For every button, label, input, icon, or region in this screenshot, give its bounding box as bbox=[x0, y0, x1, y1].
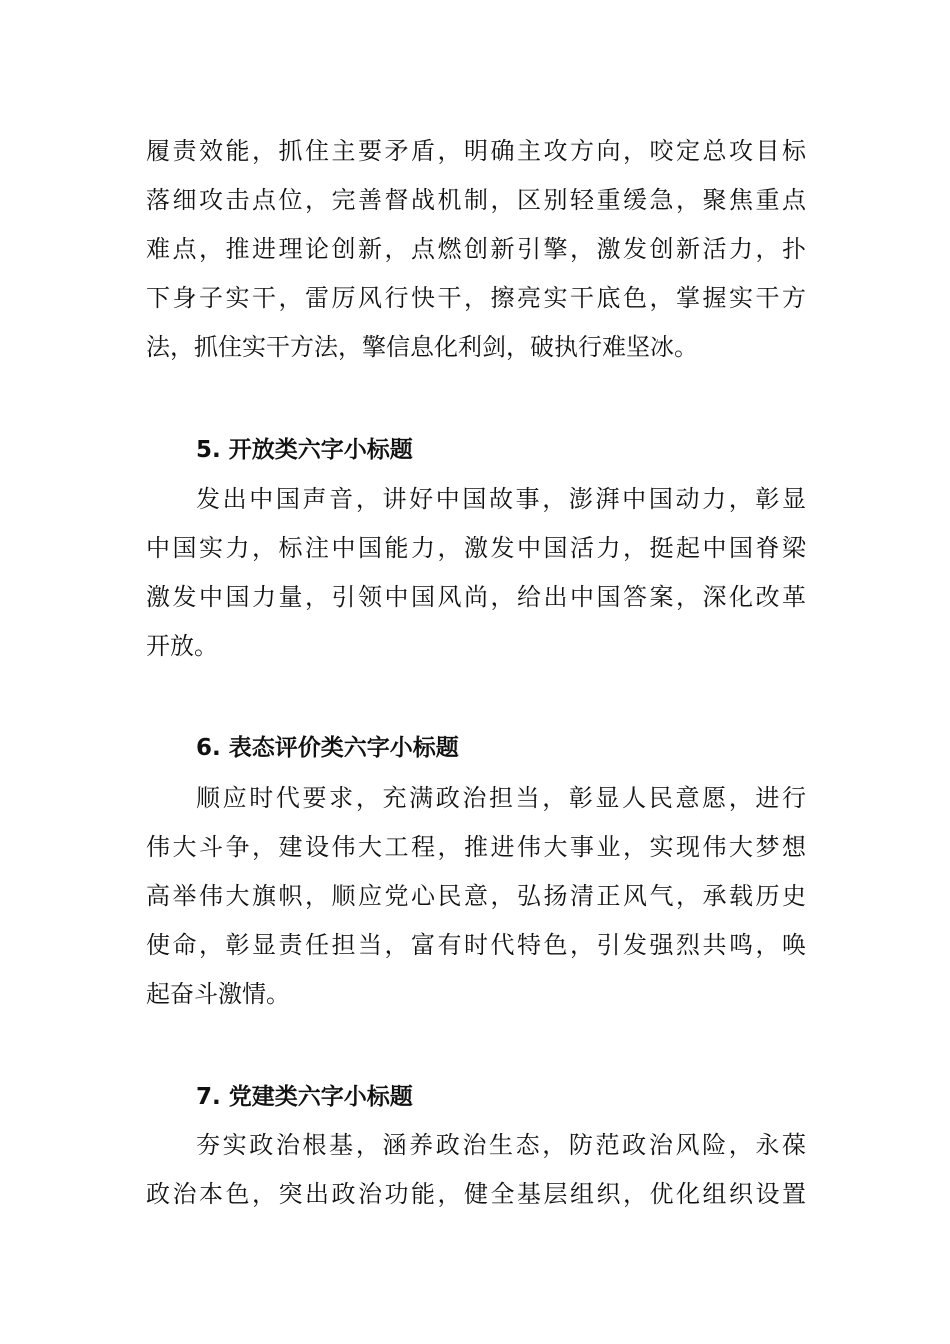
paragraph-line: 中国实力，标注中国能力，激发中国活力，挺起中国脊梁 bbox=[146, 534, 806, 562]
paragraph-line: 政治本色，突出政治功能，健全基层组织，优化组织设置 bbox=[146, 1180, 806, 1208]
paragraph-line: 起奋斗激情。 bbox=[146, 980, 290, 1008]
paragraph-line: 激发中国力量，引领中国风尚，给出中国答案，深化改革 bbox=[146, 583, 806, 611]
intro-paragraph bbox=[146, 127, 806, 372]
paragraph-line: 顺应时代要求，充满政治担当，彰显人民意愿，进行 bbox=[196, 784, 806, 812]
paragraph-line: 开放。 bbox=[146, 632, 218, 660]
paragraph-line: 履责效能，抓住主要矛盾，明确主攻方向，咬定总攻目标 bbox=[146, 137, 806, 165]
paragraph-line: 难点，推进理论创新，点燃创新引擎，激发创新活力，扑 bbox=[146, 235, 806, 263]
section-5-paragraph bbox=[146, 475, 806, 671]
section-6-paragraph bbox=[146, 774, 806, 1019]
paragraph-line: 落细攻击点位，完善督战机制，区别轻重缓急，聚焦重点 bbox=[146, 186, 806, 214]
section-heading-6: 6. 表态评价类六字小标题 bbox=[196, 735, 459, 761]
paragraph-line: 伟大斗争，建设伟大工程，推进伟大事业，实现伟大梦想 bbox=[146, 833, 806, 861]
section-heading-7: 7. 党建类六字小标题 bbox=[196, 1084, 413, 1110]
paragraph-line: 夯实政治根基，涵养政治生态，防范政治风险，永葆 bbox=[196, 1131, 806, 1159]
paragraph-line: 高举伟大旗帜，顺应党心民意，弘扬清正风气，承载历史 bbox=[146, 882, 806, 910]
section-7-paragraph bbox=[146, 1121, 806, 1219]
paragraph-line: 使命，彰显责任担当，富有时代特色，引发强烈共鸣，唤 bbox=[146, 931, 806, 959]
paragraph-line: 法，抓住实干方法，擎信息化利剑，破执行难坚冰。 bbox=[146, 333, 698, 361]
section-heading-5: 5. 开放类六字小标题 bbox=[196, 437, 413, 463]
paragraph-line: 发出中国声音，讲好中国故事，澎湃中国动力，彰显 bbox=[196, 485, 806, 513]
paragraph-line: 下身子实干，雷厉风行快干，擦亮实干底色，掌握实干方 bbox=[146, 284, 806, 312]
